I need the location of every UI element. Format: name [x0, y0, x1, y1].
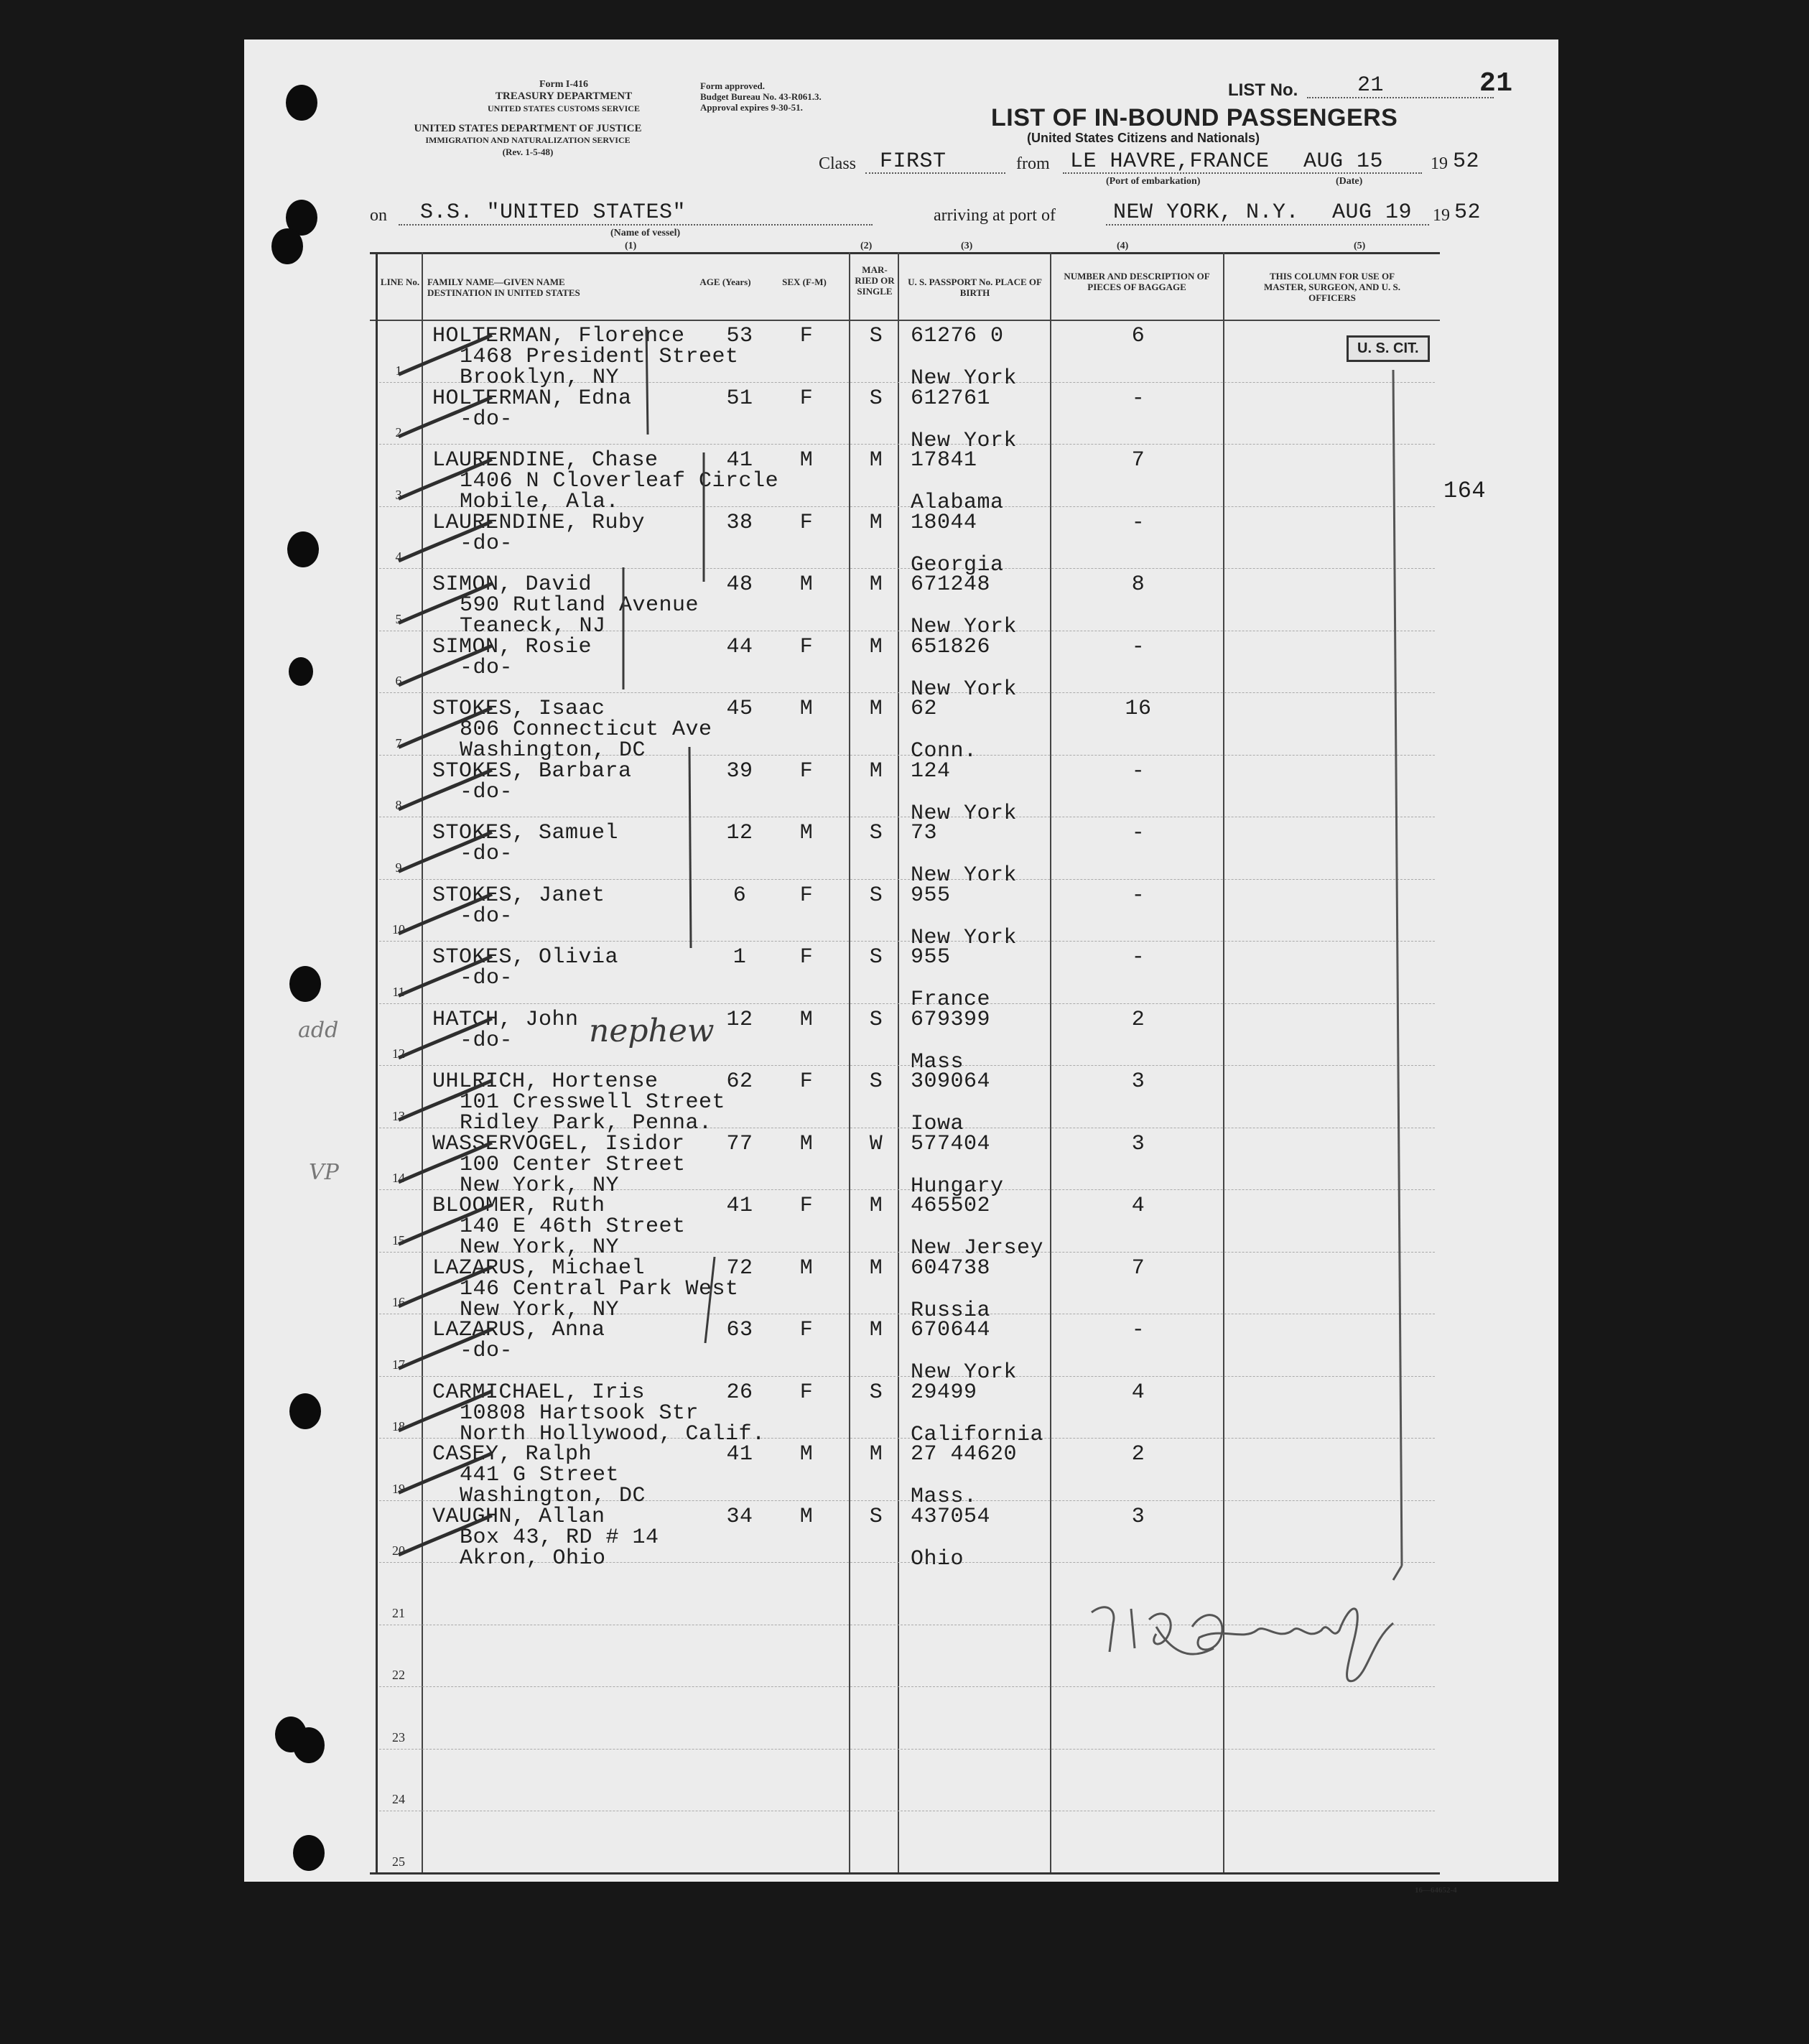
passenger-sex: F: [799, 634, 814, 659]
binder-hole: [289, 1393, 321, 1429]
passenger-name: UHLRICH, Hortense: [432, 1069, 659, 1094]
col-divider-sex: [849, 252, 850, 1872]
passport-number: 309064: [911, 1069, 991, 1094]
marital-status: M: [869, 572, 883, 597]
destination-city: New York, NY: [460, 1297, 620, 1322]
col-divider-baggage: [1223, 252, 1224, 1872]
passenger-sex: M: [799, 1504, 814, 1529]
destination-address: -do-: [460, 1028, 513, 1053]
col-divider-passport: [1050, 252, 1051, 1872]
passenger-age: 77: [726, 1131, 753, 1156]
line-number: 18: [392, 1419, 405, 1434]
passport-number: 465502: [911, 1194, 991, 1218]
passport-number: 671248: [911, 572, 991, 597]
place-of-birth: Hungary: [911, 1174, 1004, 1199]
passport-number: 61276 0: [911, 324, 1004, 348]
passenger-sex: M: [799, 821, 814, 845]
form-number: Form I-416: [539, 79, 589, 90]
destination-address: Box 43, RD # 14: [460, 1525, 659, 1550]
line-number: 7: [395, 735, 402, 751]
line-number: 23: [392, 1729, 405, 1745]
header-line-no: LINE No.: [380, 277, 420, 287]
place-of-birth: Ohio: [911, 1546, 964, 1571]
baggage-count: 16: [1125, 697, 1152, 721]
header-name: FAMILY NAME—GIVEN NAME DESTINATION IN UNITED STATES: [427, 277, 580, 298]
passenger-age: 62: [726, 1069, 753, 1094]
baggage-count: -: [1131, 386, 1145, 411]
baggage-count: 8: [1131, 572, 1145, 597]
embarkation-date: AUG 15: [1303, 149, 1384, 174]
nephew-note: nephew: [589, 1013, 715, 1049]
passport-number: 124: [911, 758, 951, 784]
place-of-birth: New York: [911, 366, 1018, 391]
marital-status: S: [869, 1380, 883, 1405]
destination-city: Teaneck, NJ: [460, 614, 606, 638]
baggage-count: 6: [1131, 324, 1145, 348]
destination-address: 806 Connecticut Ave: [460, 717, 712, 742]
department-of-justice: UNITED STATES DEPARTMENT OF JUSTICE: [414, 123, 642, 134]
passenger-sex: F: [799, 1380, 814, 1405]
passenger-name: HOLTERMAN, Edna: [432, 386, 632, 411]
marital-status: S: [869, 883, 883, 908]
passenger-sex: F: [799, 1069, 814, 1094]
line-number: 25: [392, 1854, 405, 1869]
officer-signature: [1092, 1607, 1393, 1681]
passenger-name: SIMON, David: [432, 572, 592, 597]
passport-number: 955: [911, 945, 951, 970]
place-of-birth: France: [911, 988, 991, 1012]
baggage-count: -: [1131, 821, 1145, 845]
passenger-name: CARMICHAEL, Iris: [432, 1380, 646, 1405]
bracket-stokes: [689, 747, 691, 948]
col-num-2: (2): [860, 241, 873, 251]
arriving-label: arriving at port of: [934, 206, 1056, 225]
passenger-age: 41: [726, 1194, 753, 1218]
treasury-department: TREASURY DEPARTMENT: [495, 90, 633, 102]
passenger-age: 41: [726, 1442, 753, 1467]
header-sex: SEX (F-M): [782, 277, 827, 287]
row-divider: [379, 879, 1435, 880]
header-baggage: NUMBER AND DESCRIPTION OF PIECES OF BAGGAGE: [1064, 271, 1210, 292]
passenger-name: WASSERVOGEL, Isidor: [432, 1131, 685, 1156]
passenger-age: 45: [726, 697, 753, 721]
date-caption: (Date): [1336, 176, 1363, 187]
class-value: FIRST: [880, 149, 947, 174]
header-passport: U. S. PASSPORT No. PLACE OF BIRTH: [908, 277, 1042, 298]
destination-address: -do-: [460, 407, 513, 432]
col-num-1: (1): [625, 241, 637, 251]
marital-status: S: [869, 1007, 883, 1032]
passenger-sex: F: [799, 1318, 814, 1342]
passenger-age: 48: [726, 572, 753, 597]
passenger-sex: F: [799, 510, 814, 535]
place-of-birth: New York: [911, 1360, 1018, 1385]
passenger-sex: F: [799, 945, 814, 970]
passenger-name: CASEY, Ralph: [432, 1442, 592, 1467]
vessel-caption: (Name of vessel): [610, 228, 681, 238]
destination-city: Washington, DC: [460, 1484, 646, 1508]
line-number: 5: [395, 611, 402, 626]
form-approved: Form approved.: [700, 80, 766, 91]
form-subtitle: (United States Citizens and Nationals): [1027, 131, 1260, 145]
baggage-count: -: [1131, 510, 1145, 535]
col-divider-married: [898, 252, 899, 1872]
line-number: 14: [392, 1171, 405, 1185]
line-number: 2: [395, 425, 402, 440]
passenger-age: 12: [726, 1007, 753, 1032]
passport-number: 29499: [911, 1380, 977, 1405]
line-number: 20: [392, 1543, 405, 1558]
place-of-birth: Mass: [911, 1049, 964, 1074]
passenger-name: STOKES, Samuel: [432, 821, 619, 845]
binder-hole: [286, 85, 317, 121]
passenger-name: LAZARUS, Anna: [432, 1318, 605, 1342]
destination-address: 1468 President Street: [460, 345, 739, 369]
place-of-birth: New York: [911, 615, 1018, 639]
passenger-sex: M: [799, 1442, 814, 1467]
place-of-birth: California: [911, 1422, 1044, 1447]
line-number: 15: [392, 1232, 405, 1248]
place-of-birth: Iowa: [911, 1112, 964, 1136]
line-number: 4: [395, 549, 402, 564]
marital-status: M: [869, 758, 883, 784]
destination-address: -do-: [460, 655, 513, 680]
passenger-age: 63: [726, 1318, 753, 1342]
arrival-date: AUG 19: [1332, 200, 1413, 225]
destination-address: 140 E 46th Street: [460, 1214, 686, 1239]
row-divider: [379, 1376, 1435, 1377]
marital-status: S: [869, 1504, 883, 1529]
header-officers: THIS COLUMN FOR USE OF MASTER, SURGEON, AND U. S. OFFICERS: [1264, 271, 1400, 303]
line-number: 11: [392, 984, 405, 999]
passport-number: 27 44620: [911, 1442, 1018, 1467]
passenger-name: STOKES, Isaac: [432, 697, 605, 721]
passport-number: 437054: [911, 1504, 991, 1529]
destination-address: -do-: [460, 1339, 513, 1363]
marital-status: M: [869, 634, 883, 659]
line-number: 1: [395, 363, 402, 378]
officer-column-line: [1393, 370, 1402, 1566]
row-divider: [379, 692, 1435, 693]
passenger-age: 26: [726, 1380, 753, 1405]
col-num-4: (4): [1117, 241, 1129, 251]
destination-address: 1406 N Cloverleaf Circle: [460, 469, 779, 493]
row-divider: [379, 1686, 1435, 1687]
line-number: 3: [395, 487, 402, 502]
place-of-birth: New York: [911, 677, 1018, 702]
form-revision: (Rev. 1-5-48): [502, 147, 554, 157]
passenger-age: 12: [726, 821, 753, 845]
passport-number: 604738: [911, 1255, 991, 1281]
marital-status: M: [869, 1194, 883, 1218]
embarkation-year: 52: [1453, 149, 1480, 174]
destination-city: Brooklyn, NY: [460, 366, 620, 390]
on-label: on: [370, 206, 387, 225]
destination-address: 441 G Street: [460, 1463, 620, 1487]
passport-number: 670644: [911, 1318, 991, 1342]
passport-number: 577404: [911, 1131, 991, 1156]
passport-number: 62: [911, 697, 938, 721]
arrival-port: NEW YORK, N.Y.: [1113, 200, 1300, 225]
marital-status: M: [869, 1318, 883, 1342]
place-of-birth: Mass.: [911, 1485, 977, 1509]
budget-bureau-number: Budget Bureau No. 43-R061.3.: [700, 91, 822, 102]
marital-status: M: [869, 1442, 883, 1467]
place-of-birth: Russia: [911, 1298, 991, 1323]
passenger-sex: M: [799, 697, 814, 721]
place-of-birth: New York: [911, 428, 1018, 453]
passenger-name: STOKES, Janet: [432, 883, 605, 908]
line-number: 17: [392, 1357, 405, 1372]
passenger-age: 1: [733, 945, 747, 970]
table-header-rule: [370, 320, 1440, 321]
destination-city: New York, NY: [460, 1173, 620, 1198]
passport-number: 18044: [911, 510, 977, 535]
place-of-birth: Georgia: [911, 552, 1004, 577]
place-of-birth: Conn.: [911, 739, 977, 763]
baggage-count: 3: [1131, 1131, 1145, 1156]
binder-hole: [287, 531, 319, 567]
place-of-birth: Alabama: [911, 491, 1004, 515]
destination-city: North Hollywood, Calif.: [460, 1421, 766, 1446]
marital-status: S: [869, 324, 883, 348]
arrival-year: 52: [1454, 200, 1482, 225]
passenger-sex: M: [799, 1131, 814, 1156]
footer-code: 16—64652-4: [1415, 1886, 1457, 1895]
col-num-3: (3): [961, 241, 973, 251]
baggage-count: -: [1131, 634, 1145, 659]
passenger-age: 53: [726, 324, 753, 348]
binder-hole: [293, 1835, 325, 1871]
baggage-count: -: [1131, 883, 1145, 908]
row-divider: [379, 1749, 1435, 1750]
embark-year-prefix: 19: [1431, 154, 1448, 173]
officer-count: 164: [1443, 478, 1487, 504]
margin-note-vp: VP: [309, 1160, 339, 1185]
form-title: LIST OF IN-BOUND PASSENGERS: [991, 104, 1398, 131]
passport-number: 17841: [911, 448, 977, 473]
baggage-count: 2: [1131, 1007, 1145, 1032]
binder-hole: [289, 966, 321, 1002]
passenger-age: 38: [726, 510, 753, 535]
binder-hole: [293, 1727, 325, 1763]
row-divider: [379, 568, 1435, 569]
destination-address: -do-: [460, 531, 513, 556]
passenger-age: 34: [726, 1504, 753, 1529]
place-of-birth: New York: [911, 925, 1018, 950]
page-number: 21: [1479, 68, 1513, 99]
passenger-sex: M: [799, 1007, 814, 1032]
place-of-birth: New York: [911, 863, 1018, 888]
binder-hole: [271, 228, 303, 264]
passport-number: 955: [911, 883, 951, 908]
binder-hole: [289, 657, 313, 686]
line-number: 12: [392, 1046, 405, 1061]
passport-number: 73: [911, 821, 938, 845]
line-number: 21: [392, 1605, 405, 1620]
table-top-rule: [370, 252, 1440, 254]
line-number: 24: [392, 1792, 405, 1806]
us-citizen-stamp: U. S. CIT.: [1347, 335, 1430, 362]
passport-number: 679399: [911, 1007, 991, 1032]
header-married: MAR-RIED OR SINGLE: [855, 264, 895, 297]
passenger-age: 41: [726, 448, 753, 473]
baggage-count: -: [1131, 758, 1145, 784]
passenger-sex: M: [799, 1255, 814, 1281]
passenger-name: LAURENDINE, Chase: [432, 448, 659, 473]
destination-address: 101 Cresswell Street: [460, 1090, 726, 1115]
destination-address: -do-: [460, 779, 513, 804]
header-age: AGE (Years): [699, 277, 751, 287]
line-number: 8: [395, 798, 402, 812]
class-label: Class: [819, 154, 857, 173]
destination-city: New York, NY: [460, 1235, 620, 1260]
passenger-name: BLOOMER, Ruth: [432, 1194, 605, 1218]
passenger-sex: F: [799, 883, 814, 908]
port-of-embarkation: LE HAVRE,FRANCE: [1070, 149, 1270, 174]
row-divider: [379, 444, 1435, 445]
margin-note-add: add: [298, 1018, 339, 1043]
list-no-underline: [1307, 97, 1494, 98]
destination-address: 10808 Hartsook Str: [460, 1400, 699, 1426]
line-number: 6: [395, 674, 402, 688]
place-of-birth: New Jersey: [911, 1236, 1044, 1260]
table-bottom-rule: [370, 1872, 1440, 1875]
row-divider: [379, 1003, 1435, 1004]
baggage-count: 3: [1131, 1069, 1145, 1094]
immigration-service: IMMIGRATION AND NATURALIZATION SERVICE: [425, 135, 631, 145]
destination-city: Ridley Park, Penna.: [460, 1111, 712, 1135]
passenger-sex: F: [799, 1194, 814, 1218]
marital-status: S: [869, 945, 883, 970]
destination-city: Washington, DC: [460, 738, 646, 763]
row-divider: [379, 1065, 1435, 1066]
destination-address: 590 Rutland Avenue: [460, 593, 699, 618]
baggage-count: 3: [1131, 1504, 1145, 1529]
passenger-age: 6: [733, 883, 747, 908]
passenger-sex: M: [799, 448, 814, 473]
passenger-name: SIMON, Rosie: [432, 634, 592, 659]
baggage-count: 2: [1131, 1442, 1145, 1467]
destination-city: Mobile, Ala.: [460, 490, 620, 514]
line-number: 9: [395, 860, 402, 875]
passenger-age: 51: [726, 386, 753, 411]
passenger-name: STOKES, Barbara: [432, 758, 632, 784]
passenger-name: LAURENDINE, Ruby: [432, 510, 646, 535]
col-num-5: (5): [1354, 241, 1366, 251]
marital-status: M: [869, 510, 883, 535]
table-left-border: [376, 252, 378, 1872]
passenger-sex: M: [799, 572, 814, 597]
baggage-count: 7: [1131, 1255, 1145, 1281]
passenger-name: LAZARUS, Michael: [432, 1255, 646, 1281]
marital-status: S: [869, 386, 883, 411]
document-page: [244, 40, 1558, 1895]
marital-status: M: [869, 1255, 883, 1281]
baggage-count: 7: [1131, 448, 1145, 473]
marital-status: W: [869, 1131, 883, 1156]
marital-status: S: [869, 821, 883, 845]
list-number: 21: [1357, 73, 1385, 98]
approval-expiry: Approval expires 9-30-51.: [700, 102, 803, 113]
arrival-year-prefix: 19: [1433, 206, 1450, 225]
passenger-name: HATCH, John: [432, 1007, 579, 1032]
passenger-name: HOLTERMAN, Florence: [432, 324, 685, 348]
destination-address: -do-: [460, 903, 513, 929]
line-number: 10: [392, 922, 405, 937]
destination-city: Akron, Ohio: [460, 1546, 606, 1571]
passenger-sex: F: [799, 758, 814, 784]
col-divider-line: [422, 252, 423, 1872]
place-of-birth: New York: [911, 801, 1018, 826]
from-label: from: [1016, 154, 1050, 173]
customs-service: UNITED STATES CUSTOMS SERVICE: [488, 103, 640, 113]
row-divider: [379, 941, 1435, 942]
passenger-sex: F: [799, 386, 814, 411]
passenger-name: STOKES, Olivia: [432, 945, 619, 970]
passenger-name: VAUGHN, Allan: [432, 1504, 605, 1529]
destination-address: 146 Central Park West: [460, 1276, 739, 1301]
baggage-count: 4: [1131, 1380, 1145, 1405]
port-caption: (Port of embarkation): [1106, 176, 1201, 187]
line-number: 22: [392, 1668, 405, 1682]
baggage-count: 4: [1131, 1194, 1145, 1218]
marital-status: S: [869, 1069, 883, 1094]
passenger-age: 44: [726, 634, 753, 659]
marital-status: M: [869, 697, 883, 721]
passport-number: 651826: [911, 634, 991, 659]
passenger-age: 39: [726, 758, 753, 784]
destination-address: -do-: [460, 966, 513, 990]
passenger-sex: F: [799, 324, 814, 348]
passenger-age: 72: [726, 1255, 753, 1281]
line-number: 16: [392, 1295, 405, 1309]
vessel-name: S.S. "UNITED STATES": [420, 200, 687, 225]
list-no-label: LIST No.: [1228, 80, 1298, 100]
baggage-count: -: [1131, 945, 1145, 970]
line-number: 13: [392, 1108, 405, 1123]
destination-address: -do-: [460, 842, 513, 866]
baggage-count: -: [1131, 1318, 1145, 1342]
marital-status: M: [869, 448, 883, 473]
passport-number: 612761: [911, 386, 991, 411]
destination-address: 100 Center Street: [460, 1152, 686, 1177]
line-number: 19: [392, 1481, 405, 1496]
